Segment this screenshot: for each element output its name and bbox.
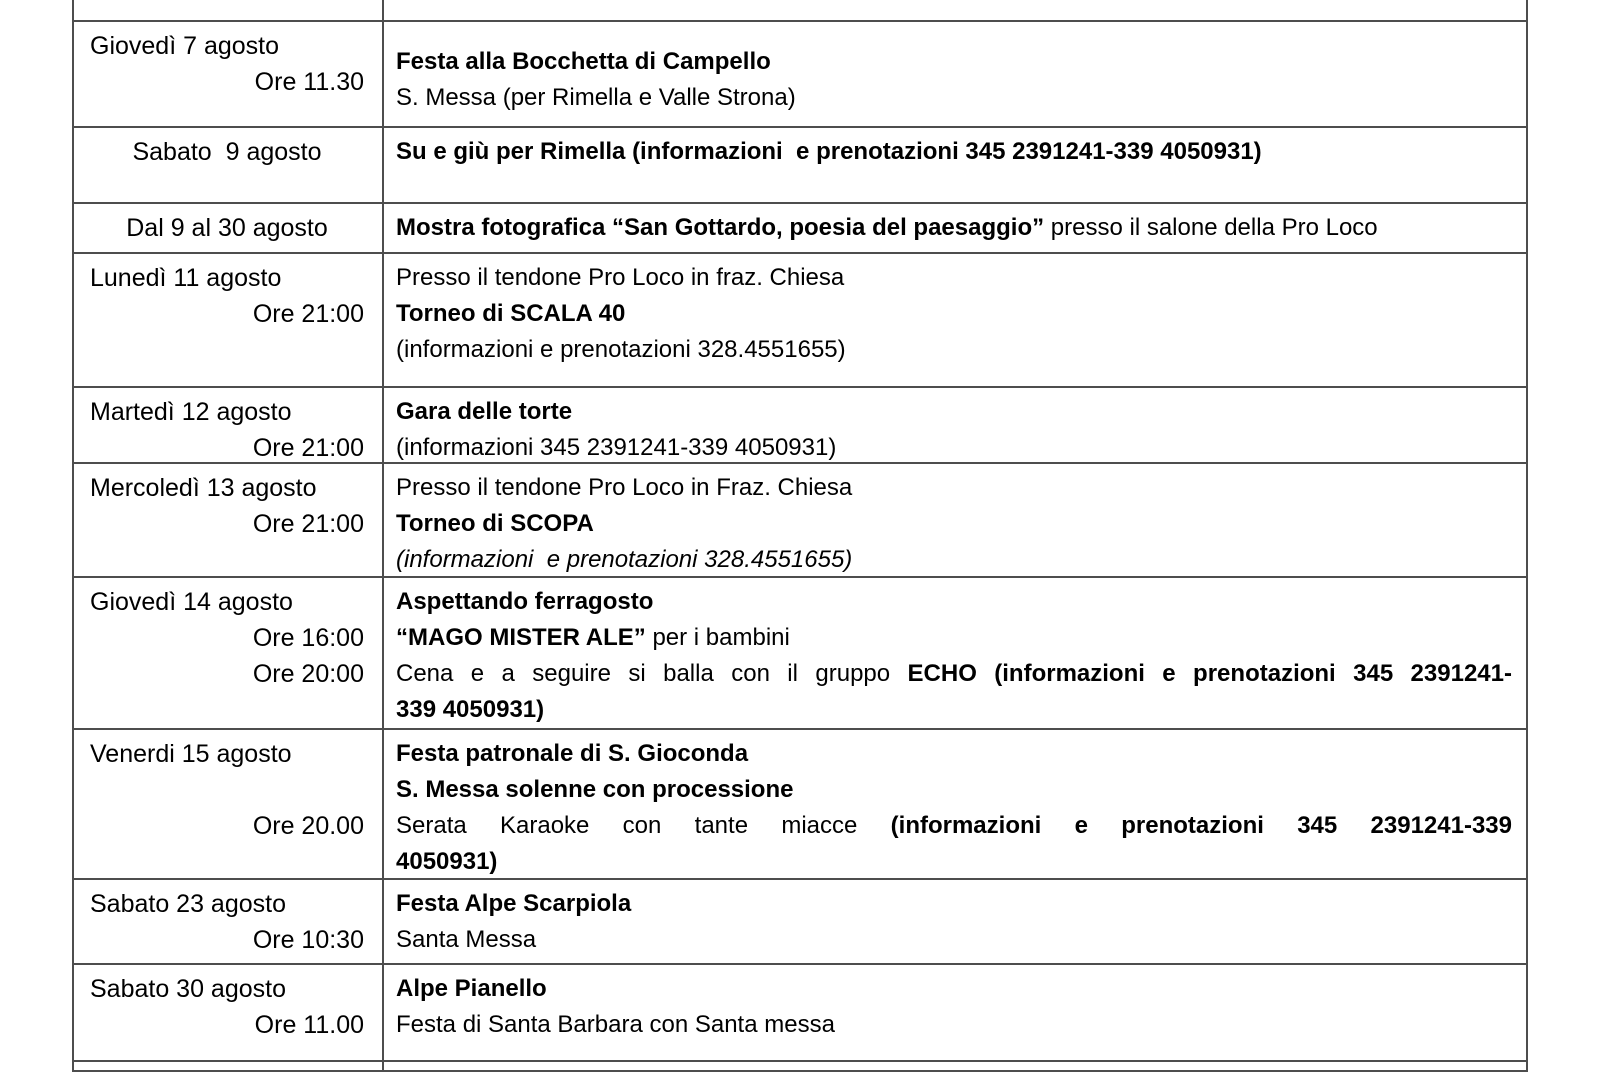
event-description-line xyxy=(396,394,1512,430)
event-description-line xyxy=(396,332,1512,368)
event-description-line xyxy=(396,772,1512,808)
event-date: Martedì 12 agosto xyxy=(90,398,292,426)
table-row xyxy=(74,880,1526,965)
table-row xyxy=(74,22,1526,128)
event-description-line xyxy=(396,542,1512,578)
event-cell xyxy=(384,578,1526,728)
event-cell xyxy=(384,1062,1526,1070)
event-description-line xyxy=(396,260,1512,296)
event-cell xyxy=(384,388,1526,462)
event-date: Lunedì 11 agosto xyxy=(90,264,282,292)
event-text-segment: Santa Messa xyxy=(396,926,537,953)
table-row xyxy=(74,204,1526,254)
event-cell xyxy=(384,0,1526,20)
event-text-segment: per i bambini xyxy=(645,624,790,651)
event-text-segment: Festa Alpe Scarpiola xyxy=(396,890,632,917)
event-text-segment: 339 4050931) xyxy=(396,696,545,723)
event-text-segment: Gara delle torte xyxy=(396,398,573,425)
date-cell xyxy=(74,0,384,20)
date-cell xyxy=(74,388,384,462)
event-cell xyxy=(384,464,1526,576)
event-time: Ore 10:30 xyxy=(252,926,364,954)
event-text-segment: Mostra fotografica “San Gottardo, poesia del paesaggio” xyxy=(396,214,1045,241)
event-text-segment: presso il salone della Pro Loco xyxy=(1044,214,1378,241)
event-time: Ore 21:00 xyxy=(252,510,364,538)
event-description-line xyxy=(396,1007,1512,1043)
event-text-segment: (informazioni e prenotazioni 328.4551655) xyxy=(396,336,846,363)
date-cell xyxy=(74,730,384,878)
table-row xyxy=(74,388,1526,464)
event-text-segment: Torneo di SCOPA xyxy=(396,510,594,537)
table-row xyxy=(74,128,1526,204)
event-description-line xyxy=(396,971,1512,1007)
event-time: Ore 11.30 xyxy=(254,68,364,96)
event-text-segment: Cena e a seguire si balla con il gruppo xyxy=(396,660,908,687)
event-text-segment: Torneo di SCALA 40 xyxy=(396,300,626,327)
event-description-line xyxy=(396,296,1512,332)
event-cell xyxy=(384,204,1526,252)
event-description-line xyxy=(396,80,1512,116)
event-description-line xyxy=(396,506,1512,542)
event-text-segment: 4050931) xyxy=(396,848,498,875)
event-description-line xyxy=(396,430,1512,464)
event-description-line xyxy=(396,844,1512,880)
date-cell xyxy=(74,1062,384,1070)
event-date: Mercoledì 13 agosto xyxy=(90,474,317,502)
event-time: Ore 20:00 xyxy=(252,660,364,688)
event-description-line xyxy=(396,134,1512,170)
event-text-segment: Presso il tendone Pro Loco in Fraz. Chiesa xyxy=(396,474,853,501)
event-cell xyxy=(384,22,1526,126)
date-cell xyxy=(74,965,384,1060)
event-description-line xyxy=(396,44,1512,80)
event-text-segment: (informazioni e prenotazioni 345 2391241-339 xyxy=(890,812,1512,839)
event-text-segment: Festa di Santa Barbara con Santa messa xyxy=(396,1011,835,1038)
date-cell xyxy=(74,880,384,963)
events-table xyxy=(72,0,1528,1072)
date-cell xyxy=(74,128,384,202)
event-description-line xyxy=(396,922,1512,958)
event-text-segment: Su e giù per Rimella (informazioni e prenotazioni 345 2391241-339 4050931) xyxy=(396,138,1262,165)
event-text-segment: Serata Karaoke con tante miacce xyxy=(396,812,891,839)
event-time: Ore 11.00 xyxy=(254,1011,364,1039)
event-time: Ore 21:00 xyxy=(252,300,364,328)
event-date: Sabato 23 agosto xyxy=(90,890,286,918)
date-cell xyxy=(74,464,384,576)
event-text-segment: Festa patronale di S. Gioconda xyxy=(396,740,749,767)
event-text-segment: “MAGO MISTER ALE” xyxy=(396,624,646,651)
event-time: Ore 20.00 xyxy=(252,812,364,840)
event-description-line xyxy=(396,210,1512,246)
event-description-line xyxy=(396,584,1512,620)
table-row xyxy=(74,730,1526,880)
event-cell xyxy=(384,965,1526,1060)
table-row xyxy=(74,0,1526,22)
event-cell xyxy=(384,880,1526,963)
event-description-line xyxy=(396,808,1512,844)
event-description-line xyxy=(396,656,1512,692)
event-description-line xyxy=(396,736,1512,772)
event-text-segment: Presso il tendone Pro Loco in fraz. Chiesa xyxy=(396,264,845,291)
event-text-segment: Alpe Pianello xyxy=(396,975,547,1002)
table-row xyxy=(74,1062,1526,1072)
event-cell xyxy=(384,730,1526,878)
event-date: Sabato 30 agosto xyxy=(90,975,286,1003)
event-cell xyxy=(384,254,1526,386)
event-date: Giovedì 7 agosto xyxy=(90,32,280,60)
event-date: Sabato 9 agosto xyxy=(132,138,322,166)
table-row xyxy=(74,578,1526,730)
event-date: Dal 9 al 30 agosto xyxy=(126,214,328,242)
event-time: Ore 21:00 xyxy=(252,434,364,462)
event-text-segment: S. Messa (per Rimella e Valle Strona) xyxy=(396,84,796,111)
date-cell xyxy=(74,204,384,252)
event-date xyxy=(90,772,364,808)
event-description-line xyxy=(396,692,1512,728)
event-description-line xyxy=(396,620,1512,656)
table-row xyxy=(74,965,1526,1062)
date-cell xyxy=(74,22,384,126)
event-text-segment: (informazioni 345 2391241-339 4050931) xyxy=(396,434,837,461)
event-cell xyxy=(384,128,1526,202)
event-text-segment: Aspettando ferragosto xyxy=(396,588,654,615)
event-description-line xyxy=(396,470,1512,506)
date-cell xyxy=(74,578,384,728)
table-row xyxy=(74,254,1526,388)
event-date: Giovedì 14 agosto xyxy=(90,588,293,616)
event-text-segment: ECHO (informazioni e prenotazioni 345 2391241- xyxy=(907,660,1512,687)
table-row xyxy=(74,464,1526,578)
date-cell xyxy=(74,254,384,386)
event-text-segment: (informazioni e prenotazioni 328.4551655) xyxy=(396,546,853,573)
event-time: Ore 16:00 xyxy=(252,624,364,652)
event-date: Venerdi 15 agosto xyxy=(90,740,292,768)
event-text-segment: Festa alla Bocchetta di Campello xyxy=(396,48,771,75)
event-text-segment: S. Messa solenne con processione xyxy=(396,776,794,803)
event-description-line xyxy=(396,886,1512,922)
